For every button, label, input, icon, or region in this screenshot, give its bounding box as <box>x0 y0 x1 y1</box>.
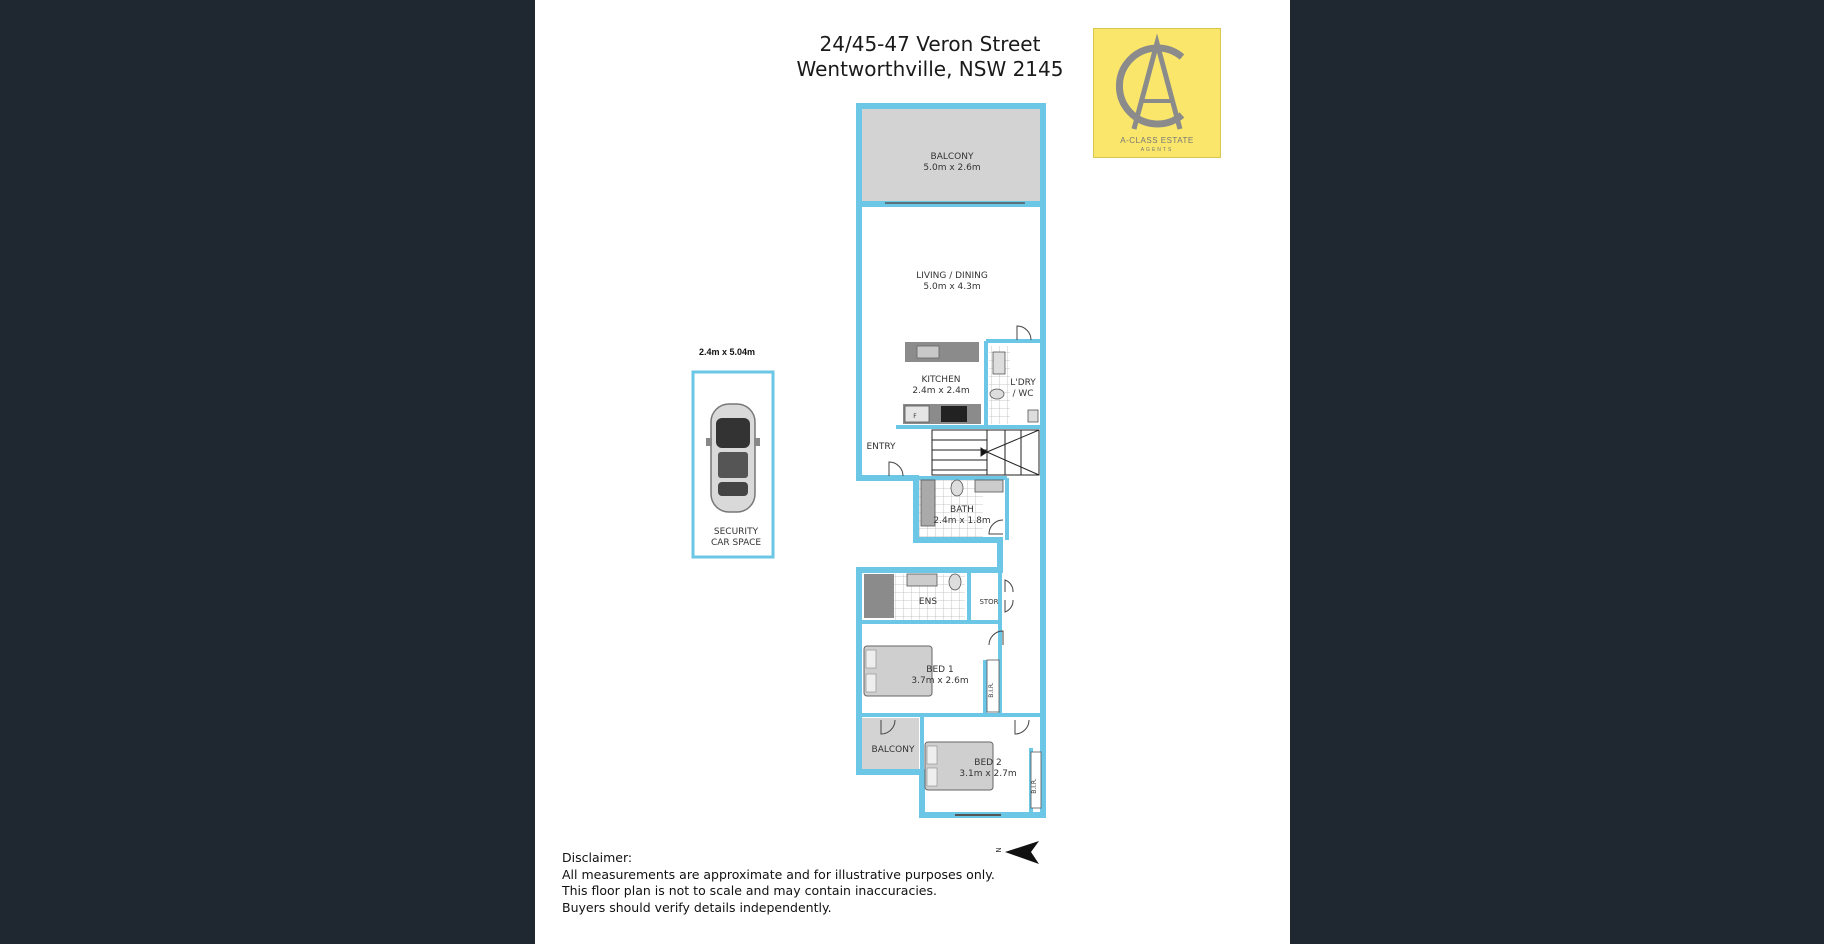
floor-plan-page <box>535 0 1290 944</box>
laundry-appliance-icon <box>1028 410 1038 422</box>
balcony-top-size: 5.0m x 2.6m <box>923 163 981 173</box>
kitchen-bench <box>905 342 979 362</box>
bath-toilet-icon <box>951 480 963 496</box>
ensuite-vanity-icon <box>907 574 937 586</box>
ensuite-label: ENS <box>918 597 938 607</box>
car-icon <box>706 404 760 512</box>
disclaimer-heading: Disclaimer: <box>562 850 633 865</box>
north-label: N <box>995 847 1003 853</box>
bath-label: BATH <box>950 505 974 515</box>
bath-vanity-icon <box>975 480 1003 492</box>
ensuite-toilet-icon <box>949 574 961 590</box>
logo-brand: A-CLASS ESTATE <box>1120 136 1194 145</box>
bath-size: 2.4m x 1.8m <box>933 516 991 526</box>
car-space-label-2: CAR SPACE <box>710 538 762 548</box>
cooktop-icon <box>941 406 967 422</box>
bed-1-label: BED 1 <box>926 665 954 675</box>
disclaimer-line: All measurements are approximate and for illustrative purposes only. <box>562 866 995 882</box>
balcony-small-label: BALCONY <box>871 745 915 755</box>
shower-icon <box>864 574 894 618</box>
bed-1-size: 3.7m x 2.6m <box>911 676 969 686</box>
disclaimer <box>562 850 995 916</box>
kitchen-label: KITCHEN <box>921 375 961 385</box>
fridge-icon <box>905 406 929 422</box>
bed-2-robe-label: B.I.R. <box>1031 778 1038 794</box>
fridge-label: F <box>913 413 917 420</box>
bed-1-icon <box>864 646 932 696</box>
north-arrow-icon <box>995 841 1039 864</box>
kitchen-size: 2.4m x 2.4m <box>912 386 970 396</box>
bed-1-robe-label: B.I.R. <box>988 682 995 698</box>
laundry-label-1: L'DRY <box>1010 378 1036 388</box>
staircase <box>932 430 1039 475</box>
laundry-tub-icon <box>993 352 1005 374</box>
floor-plan-diagram <box>535 0 1290 944</box>
entry-label: ENTRY <box>866 442 896 452</box>
balcony-small-area <box>862 718 919 769</box>
laundry-label-2: / WC <box>1012 389 1034 399</box>
address-line-1: 24/45-47 Veron Street <box>819 32 1041 56</box>
bed-2-size: 3.1m x 2.7m <box>959 769 1017 779</box>
storage-label: STOR <box>979 598 999 606</box>
toilet-icon <box>990 389 1004 399</box>
living-label: LIVING / DINING <box>916 271 988 281</box>
disclaimer-line: Buyers should verify details independently. <box>562 899 832 915</box>
living-size: 5.0m x 4.3m <box>923 282 981 292</box>
logo-tagline: AGENTS <box>1140 147 1174 153</box>
disclaimer-line: This floor plan is not to scale and may contain inaccuracies. <box>562 883 937 898</box>
balcony-top-label: BALCONY <box>930 152 974 162</box>
sink-icon <box>917 346 939 358</box>
car-space-label-1: SECURITY <box>713 527 759 537</box>
car-space-dimensions: 2.4m x 5.04m <box>698 347 756 357</box>
bed-2-label: BED 2 <box>974 758 1002 768</box>
address-line-2: Wentworthville, NSW 2145 <box>796 57 1064 81</box>
